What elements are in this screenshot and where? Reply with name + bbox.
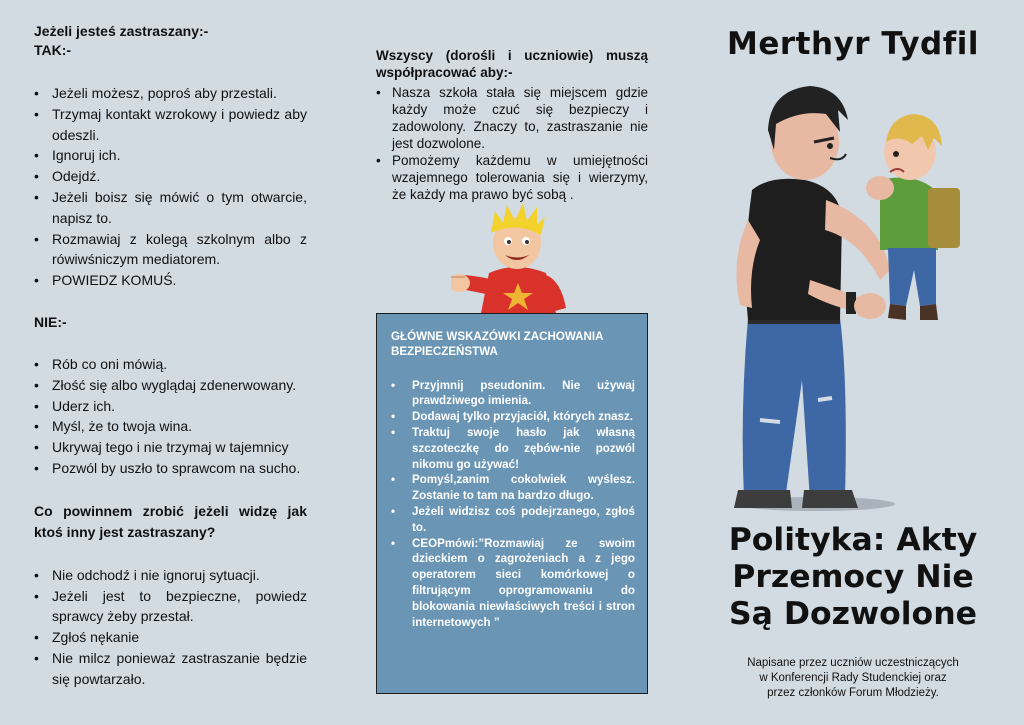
footer-line: w Konferencji Rady Studenckiej oraz xyxy=(759,672,947,684)
column-left xyxy=(0,0,341,725)
list-item: • Nasza szkoła stała się miejscem gdzie każdy może czuć się bezpieczy i zadowolony. Znaczy to, zastraszanie nie jest dozwolone. xyxy=(376,84,648,152)
list-item: • Rób co oni mówią. xyxy=(34,354,307,375)
cooperation-heading: Wszyscy (dorośli i uczniowie) muszą współpracować aby:- xyxy=(376,47,648,80)
list-item: • Złość się albo wyglądaj zdenerwowany. xyxy=(34,375,307,396)
nie-list xyxy=(34,354,307,479)
list-item: • Dodawaj tylko przyjaciół, których znasz. xyxy=(391,409,635,425)
list-item: • Jeżeli boisz się mówić o tym otwarcie, napisz to. xyxy=(34,187,307,229)
cooperation-list xyxy=(376,84,648,203)
list-item: • Nie milcz ponieważ zastraszanie będzie się powtarzało. xyxy=(34,648,307,690)
column-right xyxy=(682,0,1024,725)
list-item: • Nie odchodź i nie ignoruj sytuacji. xyxy=(34,565,307,586)
list-item: • Myśl, że to twoja wina. xyxy=(34,416,307,437)
safety-tips-title: GŁÓWNE WSKAZÓWKI ZACHOWANIA BEZPIECZEŃSTWA xyxy=(391,330,604,359)
title-line: Przemocy Nie xyxy=(732,559,974,595)
heading-nie: NIE:- xyxy=(34,313,67,330)
list-item: • Pomożemy każdemu w umiejętności wzajemnego tolerowania się i wierzymy, że każdy ma prawo być sobą . xyxy=(376,152,648,203)
safety-tips-box xyxy=(376,313,648,694)
list-item: • Pomyśl,zanim cokolwiek wyślesz. Zostanie to tam na bardzo długo. xyxy=(391,472,635,504)
list-item: • Jeżeli możesz, poproś aby przestali. xyxy=(34,83,307,104)
heading-bystander: Co powinnem zrobić jeżeli widzę jak ktoś inny jest zastraszany? xyxy=(34,502,307,540)
brochure-title xyxy=(682,522,1024,633)
list-item: • Uderz ich. xyxy=(34,396,307,417)
column-middle xyxy=(341,0,682,725)
list-item: • Przyjmnij pseudonim. Nie używaj prawdziwego imienia. xyxy=(391,378,635,410)
list-item: • Ignoruj ich. xyxy=(34,145,307,166)
safety-tips-list xyxy=(391,378,635,631)
place-title: Merthyr Tydfil xyxy=(727,26,979,62)
title-line: Polityka: Akty xyxy=(728,522,978,558)
pointing-boy-illustration xyxy=(451,203,581,313)
footer-line: Napisane przez uczniów uczestniczących xyxy=(747,657,959,669)
authors-footer xyxy=(682,656,1024,701)
heading-tak: Jeżeli jesteś zastraszany:- TAK:- xyxy=(34,23,209,58)
bystander-list xyxy=(34,565,307,690)
list-item: • POWIEDZ KOMUŚ. xyxy=(34,270,307,291)
list-item: • Trzymaj kontakt wzrokowy i powiedz aby odeszli. xyxy=(34,104,307,146)
bully-illustration xyxy=(730,80,990,512)
list-item: • Jeżeli jest to bezpieczne, powiedz sprawcy żeby przestał. xyxy=(34,586,307,628)
list-item: • Zgłoś nękanie xyxy=(34,627,307,648)
list-item: • Jeżeli widzisz coś podejrzanego, zgłoś to. xyxy=(391,504,635,536)
list-item: • Ukrywaj tego i nie trzymaj w tajemnicy xyxy=(34,437,307,458)
tak-list xyxy=(34,83,307,291)
list-item: • Traktuj swoje hasło jak własną szczoteczkę do zębów-nie pozwól nikomu go używać! xyxy=(391,425,635,472)
list-item: • CEOPmówi:”Rozmawiaj ze swoim dzieckiem o zagrożeniach a z jego operatorem sieci komórkowej o filtrującym oprogramowaniu do blokowania niewłaściwych treści i stron internetowych ” xyxy=(391,536,635,631)
list-item: • Pozwól by uszło to sprawcom na sucho. xyxy=(34,458,307,479)
footer-line: przez członków Forum Młodzieży. xyxy=(767,687,939,699)
title-line: Są Dozwolone xyxy=(728,596,977,632)
list-item: • Odejdź. xyxy=(34,166,307,187)
list-item: • Rozmawiaj z kolegą szkolnym albo z rówiwśniczym mediatorem. xyxy=(34,229,307,271)
